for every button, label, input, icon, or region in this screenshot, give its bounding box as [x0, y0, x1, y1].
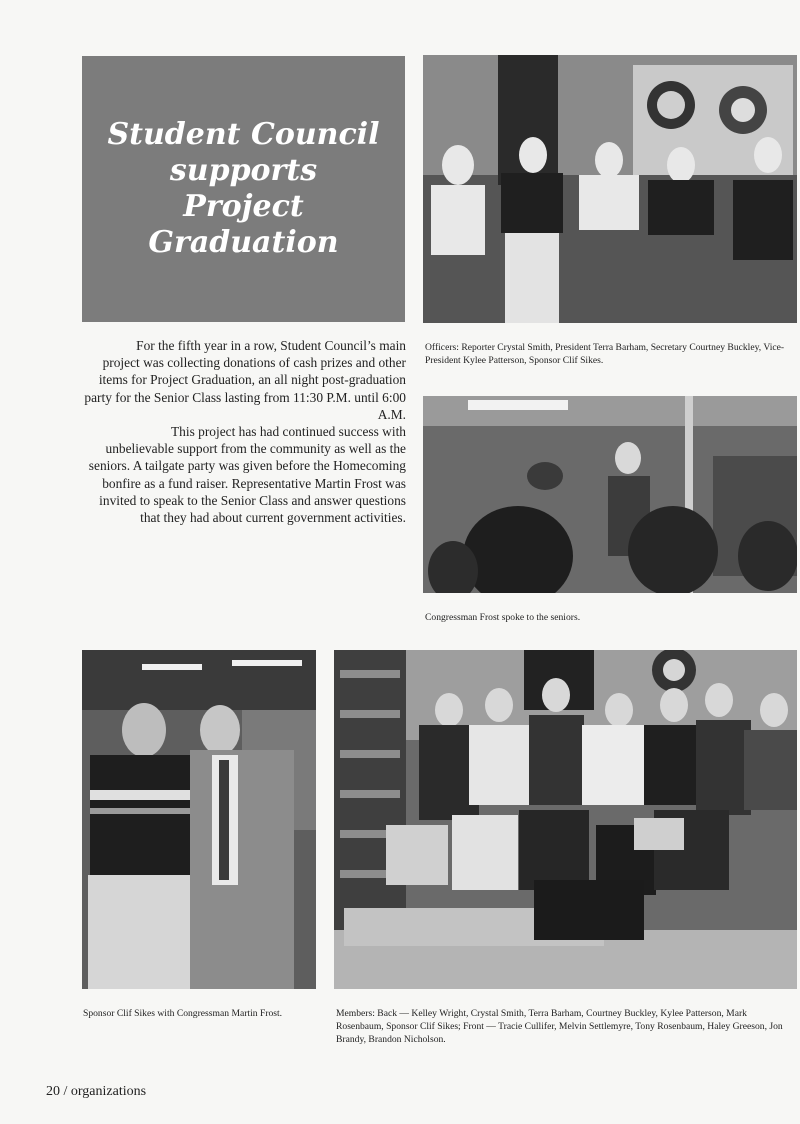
sponsor-caption: Sponsor Clif Sikes with Congressman Martin Frost.: [83, 1008, 283, 1019]
frost-caption: Congressman Frost spoke to the seniors.: [425, 612, 581, 623]
page-footer: [46, 1084, 146, 1100]
officers-photo: [423, 55, 797, 323]
frost-speaking-photo: [423, 396, 797, 593]
members-photo: [334, 650, 797, 989]
title-block: [82, 56, 405, 322]
section-name: organizations: [70, 1084, 147, 1099]
sponsor-photo: [82, 650, 316, 989]
footer-separator: /: [63, 1084, 68, 1099]
page-title: Student Council supports Project Graduation: [107, 117, 380, 260]
article-paragraph: This project has had continued success with unbelievable support from the community as well as the seniors. A tailgate party was given before the Homecoming bonfire as a fund raiser. Representative Martin Frost was invited to speak to the Senior Class and answer questions that they had about current government activities.: [88, 424, 406, 526]
officers-caption: Officers: Reporter Crystal Smith, President Terra Barham, Secretary Courtney Buckley, Vice-President Kylee Patterson, Sponsor Clif Sikes.: [425, 342, 785, 366]
article-paragraph: For the fifth year in a row, Student Council’s main project was collecting donations of cash prizes and other items for Project Graduation, an all night post-graduation party for the Senior Class lasting from 11:30 P.M. until 6:00 A.M.: [84, 338, 406, 422]
members-caption: Members: Back — Kelley Wright, Crystal Smith, Terra Barham, Courtney Buckley, Kylee Patterson, Mark Rosenbaum, Sponsor Clif Sikes; Front — Tracie Cullifer, Melvin Settlemyre, Tony Rosenbaum, Haley Greeson, Jon Brandy, Brandon Nicholson.: [336, 1008, 783, 1045]
article-body: [84, 337, 406, 526]
page-number: 20: [46, 1084, 60, 1099]
